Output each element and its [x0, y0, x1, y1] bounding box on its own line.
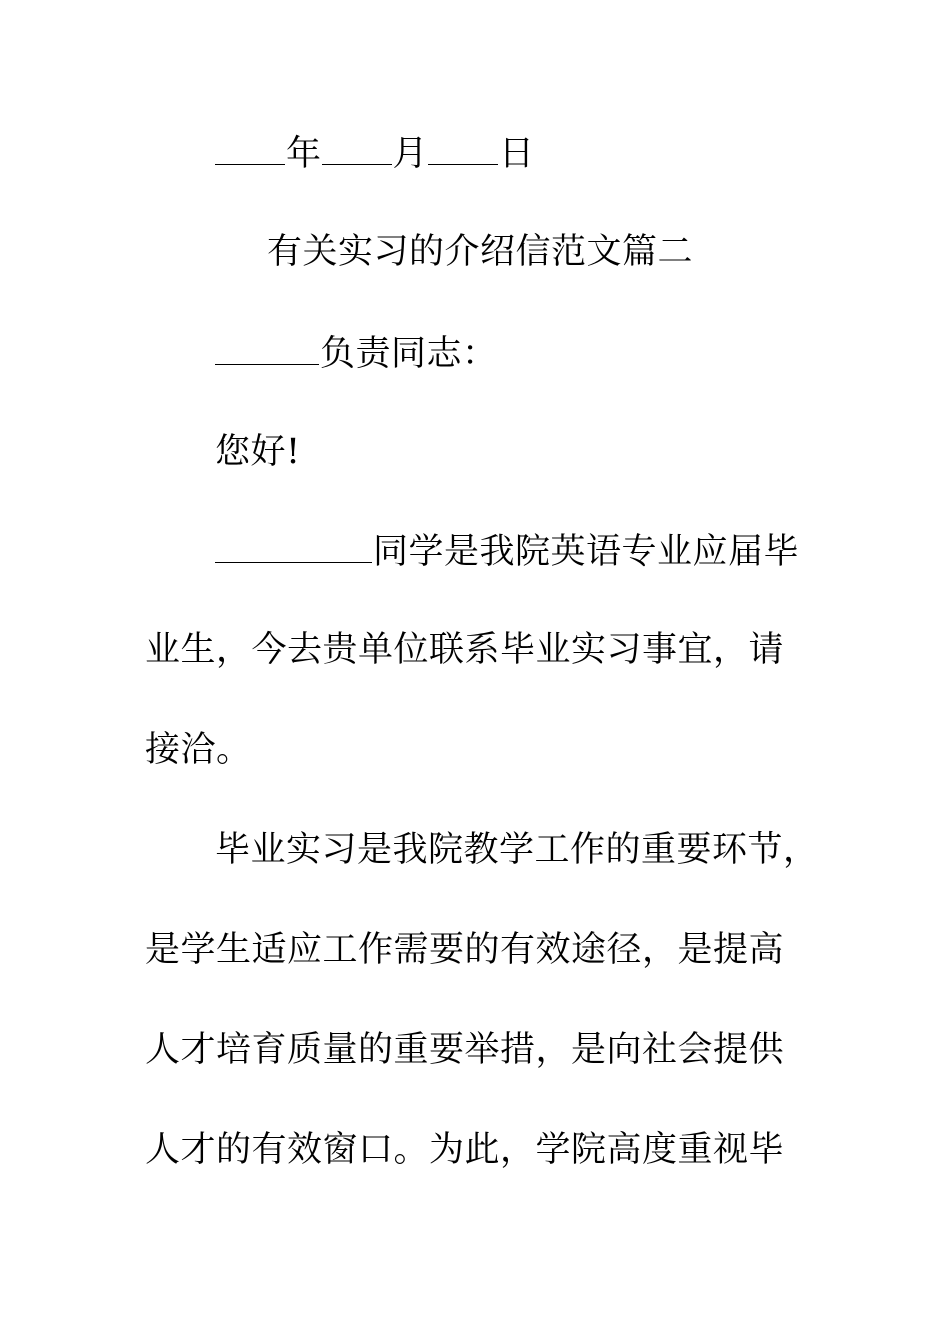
month-blank — [322, 132, 392, 165]
paragraph1-line1-text: 同学是我院英语专业应届毕 — [373, 532, 800, 572]
month-label: 月 — [392, 134, 429, 174]
date-line — [215, 132, 535, 174]
recipient-blank — [215, 332, 319, 365]
student-name-blank — [215, 530, 372, 563]
paragraph1-line1 — [215, 530, 799, 572]
salutation-text: 负责同志： — [320, 334, 498, 374]
day-blank — [428, 132, 498, 165]
document-title: 有关实习的介绍信范文篇二 — [267, 232, 694, 272]
paragraph2-line1: 毕业实习是我院教学工作的重要环节， — [215, 830, 819, 870]
paragraph1-line3: 接洽。 — [145, 730, 252, 770]
day-label: 日 — [499, 134, 535, 174]
year-label: 年 — [286, 134, 322, 174]
paragraph2-line4: 人才的有效窗口。为此，学院高度重视毕 — [145, 1130, 785, 1170]
paragraph2-line2: 是学生适应工作需要的有效途径，是提高 — [145, 930, 785, 970]
salutation-line — [215, 332, 498, 374]
paragraph2-line3: 人才培育质量的重要举措，是向社会提供 — [145, 1030, 785, 1070]
greeting: 您好! — [215, 432, 301, 472]
year-blank — [215, 132, 285, 165]
paragraph1-line2: 业生，今去贵单位联系毕业实习事宜，请 — [145, 630, 785, 670]
